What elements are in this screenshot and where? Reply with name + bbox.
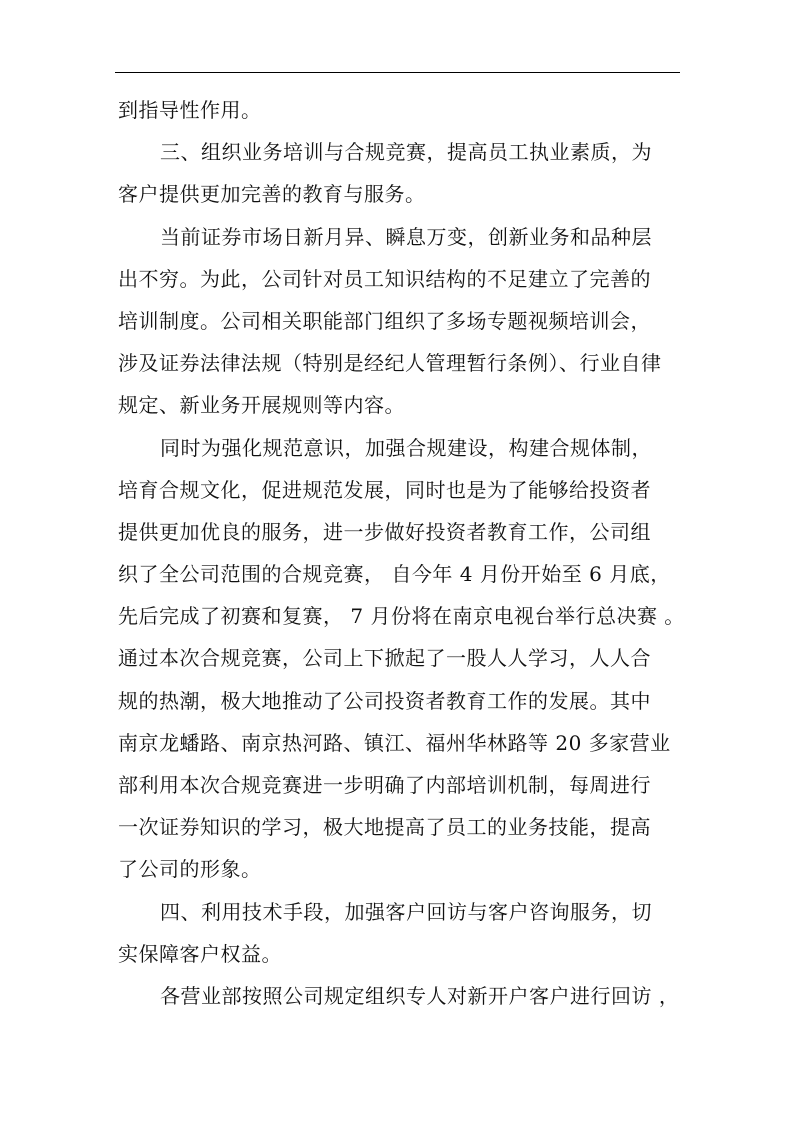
paragraph-line: 提供更加优良的服务，进一步做好投资者教育工作，公司组 <box>118 519 651 544</box>
header-rule <box>115 72 680 73</box>
paragraph-line: 通过本次合规竞赛，公司上下掀起了一股人人学习，人人合 <box>118 646 651 671</box>
paragraph-line: 到指导性作用。 <box>118 98 262 122</box>
paragraph-line: 同时为强化规范意识，加强合规建设，构建合规体制， <box>160 435 652 460</box>
paragraph-line: 部利用本次合规竞赛进一步明确了内部培训机制，每周进行 <box>118 773 651 797</box>
paragraph-line: 先后完成了初赛和复赛， 7 月份将在南京电视台举行总决赛 。 <box>118 604 685 629</box>
paragraph-line: 了公司的形象。 <box>118 857 262 882</box>
body-text <box>118 89 684 1017</box>
paragraph-line: 出不穷。为此，公司针对员工知识结构的不足建立了完善的 <box>118 266 651 291</box>
paragraph-line: 培育合规文化，促进规范发展，同时也是为了能够给投资者 <box>118 477 651 502</box>
paragraph-line: 当前证券市场日新月异、瞬息万变，创新业务和品种层 <box>160 224 652 249</box>
paragraph-line: 涉及证券法律法规（特别是经纪人管理暂行条例）、行业自律 <box>118 351 662 376</box>
paragraph-line: 规的热潮，极大地推动了公司投资者教育工作的发展。其中 <box>118 688 651 713</box>
paragraph-line: 织了全公司范围的合规竞赛， 自今年 4 月份开始至 6 月底， <box>118 562 671 587</box>
paragraph-line: 培训制度。公司相关职能部门组织了多场专题视频培训会， <box>118 308 651 333</box>
paragraph-line: 一次证券知识的学习，极大地提高了员工的业务技能，提高 <box>118 815 651 840</box>
section-heading-line: 三、组织业务培训与合规竞赛，提高员工执业素质，为 <box>160 140 652 165</box>
section-heading-line: 四、利用技术手段，加强客户回访与客户咨询服务，切 <box>160 899 652 924</box>
paragraph-line: 各营业部按照公司规定组织专人对新开户客户进行回访 ， <box>160 983 680 1008</box>
section-heading-line: 客户提供更加完善的教育与服务。 <box>118 182 426 207</box>
paragraph-line: 规定、新业务开展规则等内容。 <box>118 393 405 418</box>
section-heading-line: 实保障客户权益。 <box>118 941 282 966</box>
paragraph-line: 南京龙蟠路、南京热河路、镇江、福州华林路等 20 多家营业 <box>118 730 671 755</box>
